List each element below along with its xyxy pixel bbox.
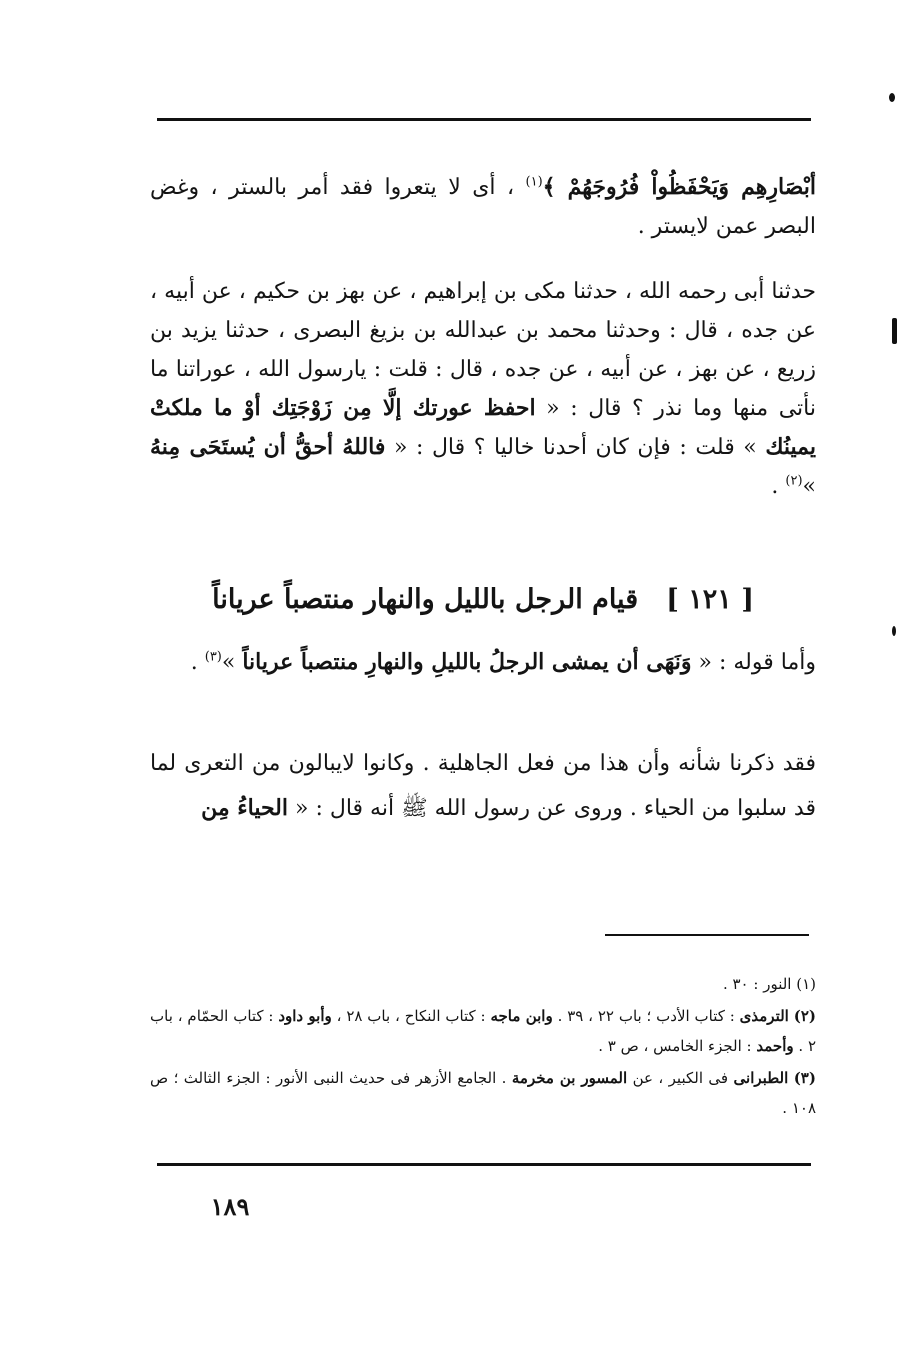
section-number [666,584,754,615]
period: . [190,650,198,675]
section-heading [150,578,754,622]
narrator-name: المسور بن مخرمة [511,1069,628,1087]
hadith-quote-1: احفظ عورتك إلَّا مِن زَوْجَتِك أوْ ما ملكتْ يمينُك [150,395,816,460]
paragraph-4 [150,742,816,831]
scan-mark [892,626,896,636]
bracket-close: ] [666,584,679,615]
hadith-quote-2: فاللهُ أحقُّ أن يُستَحَى مِنهُ [150,434,386,460]
source-detail: : الجزء الخامس ، ص ٣ . [598,1037,752,1055]
quran-quote: أبْصَارِهِم وَيَحْفَظُواْ فُرُوجَهُمْ ﴾ [542,174,816,200]
footnote-ref-3: (٣) [204,649,222,665]
top-rule [157,118,811,121]
page-number: ١٨٩ [210,1192,250,1221]
scan-mark [889,93,895,102]
paragraph-1 [150,168,816,246]
paragraph-3-lead: وأما قوله : « [698,650,816,675]
source-detail: : كتاب النكاح ، باب ٢٨ ، [336,1007,486,1025]
paragraph-3 [150,640,816,685]
footnote-3 [150,1063,816,1123]
paragraph-1-text: ، أى لا يتعروا فقد أمر بالستر ، وغض البصر عمن لايستر . [150,175,816,239]
scan-mark [892,318,897,344]
source-detail: فى الكبير ، عن [632,1069,729,1087]
source-name: الترمذى [739,1007,789,1025]
footnote-ref-2: (٢) [785,473,803,489]
source-name: وأحمد [756,1037,794,1055]
source-detail: : كتاب الأدب ؛ باب ٢٢ ، ٣٩ . [557,1007,735,1025]
footnote-separator [605,934,809,936]
isnad-text: حدثنا أبى رحمه الله ، حدثنا مكى بن إبراهيم ، عن بهز بن حكيم ، عن أبيه ، عن جده ، قال : وحدثنا محمد بن عبدالله بن بزيغ البصرى ، حدثنا يزيد بن زريع ، عن بهز ، عن أبيه ، عن جده ، قال : قلت : يارسول الله ، عوراتنا ما نأتى منها وما نذر ؟ قال : « [150,279,816,421]
quote-close: » [802,474,816,499]
footnote-3-number: (٣) [793,1069,816,1087]
footnote-ref-1: (١) [525,174,543,190]
source-name: وابن ماجه [490,1007,553,1025]
bracket-open: [ [741,584,754,615]
period: . [771,474,779,499]
question-text: » قلت : فإن كان أحدنا خاليا ؟ قال : « [393,435,757,460]
source-name: الطبرانى [733,1069,789,1087]
paragraph-4-text: فقد ذكرنا شأنه وأن هذا من فعل الجاهلية . وكانوا لايبالون من التعرى لما قد سلبوا من الحياء . وروى عن رسول الله ﷺ أنه قال : « [150,751,816,821]
paragraph-2 [150,272,816,506]
source-detail: : كتاب الحمّام ، باب ٢ . [150,1007,816,1055]
hadith-quote-3: وَنَهَى أن يمشى الرجلُ بالليلِ والنهارِ منتصباً عرياناً [242,649,692,675]
footnote-2-number: (٢) [793,1007,816,1025]
source-detail: . الجامع الأزهر فى حديث النبى الأنور : الجزء الثالث ؛ ص ١٠٨ . [150,1069,816,1117]
source-name: وأبو داود [278,1007,332,1025]
footnote-1: (١) النور : ٣٠ . [722,975,816,993]
quote-close: » [221,650,236,675]
section-number-value: ١٢١ [688,584,732,615]
bottom-rule [157,1163,811,1166]
footnote-2 [150,1001,816,1061]
hadith-quote-4: الحياءُ مِن [201,795,288,821]
section-title: قيام الرجل بالليل والنهار منتصباً عرياناً [212,584,639,615]
